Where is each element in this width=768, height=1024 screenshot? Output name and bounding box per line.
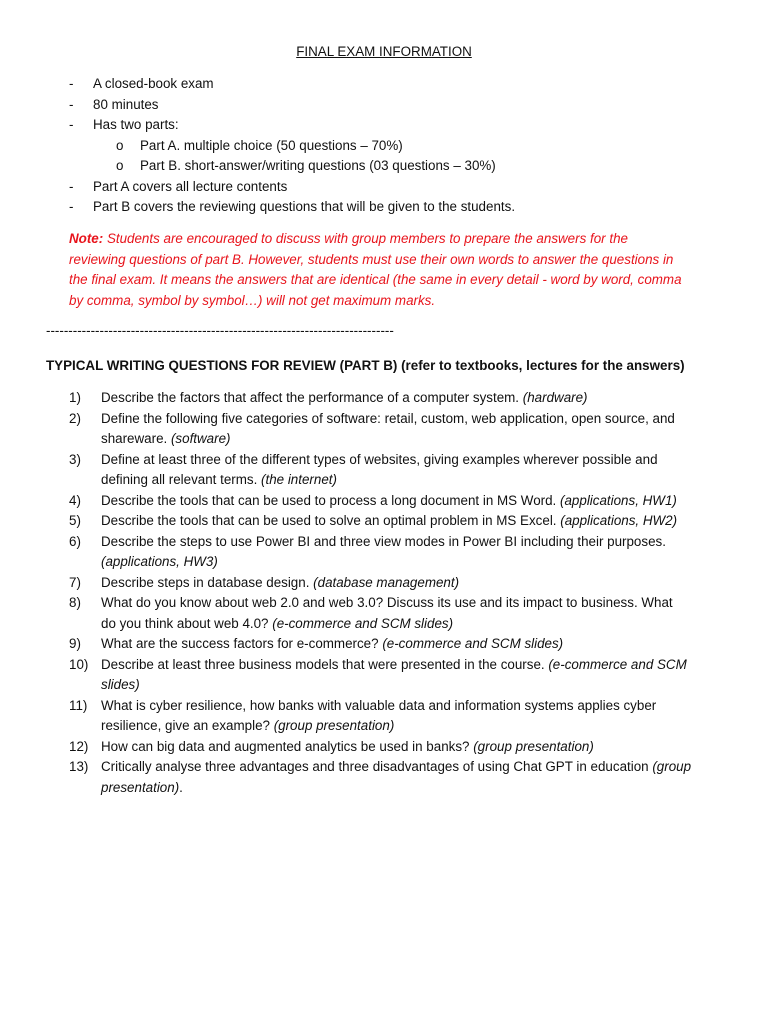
question-number: 13) [69, 759, 89, 774]
list-item [0, 177, 768, 198]
question-item [0, 634, 768, 655]
question-number: 7) [69, 574, 81, 590]
question-number: 4) [69, 492, 81, 508]
question-topic-hint: (e-commerce and SCM slides) [272, 615, 454, 631]
question-item [0, 450, 768, 491]
question-item [0, 409, 768, 450]
question-topic-hint: (applications, HW1) [560, 492, 677, 508]
sub-list-item-text: Part B. short-answer/writing questions (03 questions – 30%) [140, 158, 496, 173]
sub-list-item-text: Part A. multiple choice (50 questions – 70%) [140, 137, 403, 153]
question-line [101, 573, 741, 594]
question-text [101, 511, 741, 532]
question-text [101, 450, 741, 491]
question-line-text: What are the success factors for e-commerce? [101, 636, 383, 651]
question-topic-hint: (applications, HW3) [101, 554, 218, 569]
question-text [101, 491, 741, 512]
question-line-text: Describe the steps to use Power BI and three view modes in Power BI including their purposes. [101, 533, 666, 549]
question-topic-hint: slides) [101, 677, 140, 692]
bullet-dash: - [69, 178, 74, 194]
bullet-dash: - [69, 199, 74, 214]
question-number: 3) [69, 451, 81, 467]
question-item [0, 532, 768, 573]
question-number: 5) [69, 513, 81, 528]
question-line [101, 470, 741, 491]
question-line [101, 634, 741, 655]
question-topic-hint: (software) [170, 431, 231, 446]
question-number: 2) [69, 410, 81, 426]
bullet-circle: o [116, 158, 124, 173]
question-topic-hint: (group presentation) [273, 718, 395, 733]
question-line [101, 491, 741, 512]
question-line [101, 450, 741, 471]
question-line-text: do you think about web 4.0? [101, 615, 273, 631]
question-item [0, 573, 768, 594]
question-number: 10) [69, 656, 89, 672]
question-line-text: resilience, give an example? [101, 718, 274, 733]
question-line-text: Define the following five categories of software: retail, custom, web application, open source, and [101, 410, 675, 426]
question-item [0, 655, 768, 696]
question-line-text: Describe the factors that affect the performance of a computer system. [101, 390, 523, 405]
question-item [0, 593, 768, 634]
list-item-text: Has two parts: [93, 117, 179, 132]
question-item [0, 737, 768, 758]
question-text [101, 409, 741, 450]
question-number: 1) [69, 390, 81, 405]
review-questions-list [0, 388, 768, 798]
question-number: 8) [69, 595, 81, 610]
question-topic-hint: (hardware) [522, 390, 588, 405]
exam-info-list [0, 74, 768, 218]
sub-list-item [0, 136, 768, 157]
question-line-text: Describe the tools that can be used to process a long document in MS Word. [101, 492, 561, 508]
question-line [101, 552, 741, 573]
question-line [101, 409, 741, 430]
question-topic-hint: (group presentation) [473, 738, 594, 754]
list-item-text: Part A covers all lecture contents [93, 178, 288, 194]
list-item [0, 95, 768, 116]
question-text [101, 655, 741, 696]
question-item [0, 696, 768, 737]
section-separator: ------------------------------------------------------------------------------ [46, 323, 394, 338]
question-topic-hint: (e-commerce and SCM slides) [382, 636, 564, 651]
question-line [101, 675, 741, 696]
question-topic-hint: presentation) [101, 779, 180, 795]
question-line [101, 429, 741, 450]
question-line-text: Describe at least three business models that were presented in the course. [101, 656, 549, 672]
question-text [101, 388, 741, 409]
note-line: reviewing questions of part B. However, students must use their own words to answer the questions in [69, 251, 674, 267]
list-item-text: Part B covers the reviewing questions that will be given to the students. [93, 199, 516, 214]
question-text [101, 696, 741, 737]
question-line-text: shareware. [101, 431, 171, 446]
question-line [101, 614, 741, 635]
note-text: Students are encouraged to discuss with group members to prepare the answers for the [103, 231, 628, 246]
question-number: 6) [69, 533, 81, 549]
question-line [101, 757, 741, 778]
list-item-text: A closed-book exam [93, 76, 214, 91]
question-item [0, 491, 768, 512]
note-line: the final exam. It means the answers that are identical (the same in every detail - word by word, comma [69, 272, 682, 288]
question-line-text: What is cyber resilience, how banks with valuable data and information systems applies cyber [101, 697, 657, 713]
question-text [101, 737, 741, 758]
question-text [101, 593, 741, 634]
question-line [101, 388, 741, 409]
bullet-circle: o [116, 137, 124, 153]
bullet-dash: - [69, 76, 74, 91]
question-number: 11) [69, 697, 88, 713]
question-line [101, 593, 741, 614]
list-item [0, 74, 768, 95]
note-line: by comma, symbol by symbol…) will not get maximum marks. [69, 292, 436, 308]
question-line-text: What do you know about web 2.0 and web 3.0? Discuss its use and its impact to business. What [101, 595, 673, 610]
question-item [0, 757, 768, 798]
question-line [101, 511, 741, 532]
question-line-text: Describe the tools that can be used to solve an optimal problem in MS Excel. [101, 513, 561, 528]
question-line-text: defining all relevant terms. [101, 472, 262, 487]
question-topic-hint: (applications, HW2) [560, 513, 678, 528]
question-text [101, 573, 741, 594]
question-item [0, 388, 768, 409]
bullet-dash: - [69, 96, 74, 112]
question-line-text: Describe steps in database design. [101, 574, 314, 590]
question-line-text: How can big data and augmented analytics be used in banks? [101, 738, 474, 754]
question-topic-hint: (e-commerce and SCM [548, 656, 687, 672]
question-line [101, 532, 741, 553]
question-item [0, 511, 768, 532]
list-item-text: 80 minutes [93, 96, 159, 112]
question-text [101, 757, 741, 798]
note-label: Note: [69, 231, 104, 246]
question-line-text: Define at least three of the different types of websites, giving examples wherever possible and [101, 451, 658, 467]
bullet-dash: - [69, 117, 74, 132]
list-item [0, 115, 768, 136]
question-line-tail: . [179, 779, 183, 795]
question-line [101, 716, 741, 737]
question-line [101, 696, 741, 717]
section-heading: TYPICAL WRITING QUESTIONS FOR REVIEW (PART B) (refer to textbooks, lectures for the answers) [46, 358, 685, 373]
note-line [69, 229, 733, 250]
question-text [101, 634, 741, 655]
page-title: FINAL EXAM INFORMATION [296, 44, 472, 59]
question-topic-hint: (database management) [313, 574, 460, 590]
question-number: 9) [69, 636, 81, 651]
question-text [101, 532, 741, 573]
question-topic-hint: (the internet) [261, 472, 337, 487]
note-paragraph [69, 229, 733, 311]
question-line [101, 655, 741, 676]
question-topic-hint: (group [652, 759, 692, 774]
question-line-text: Critically analyse three advantages and three disadvantages of using Chat GPT in education [101, 759, 653, 774]
question-line [101, 778, 741, 799]
question-number: 12) [69, 738, 89, 754]
list-item [0, 197, 768, 218]
sub-list-item [0, 156, 768, 177]
question-line [101, 737, 741, 758]
